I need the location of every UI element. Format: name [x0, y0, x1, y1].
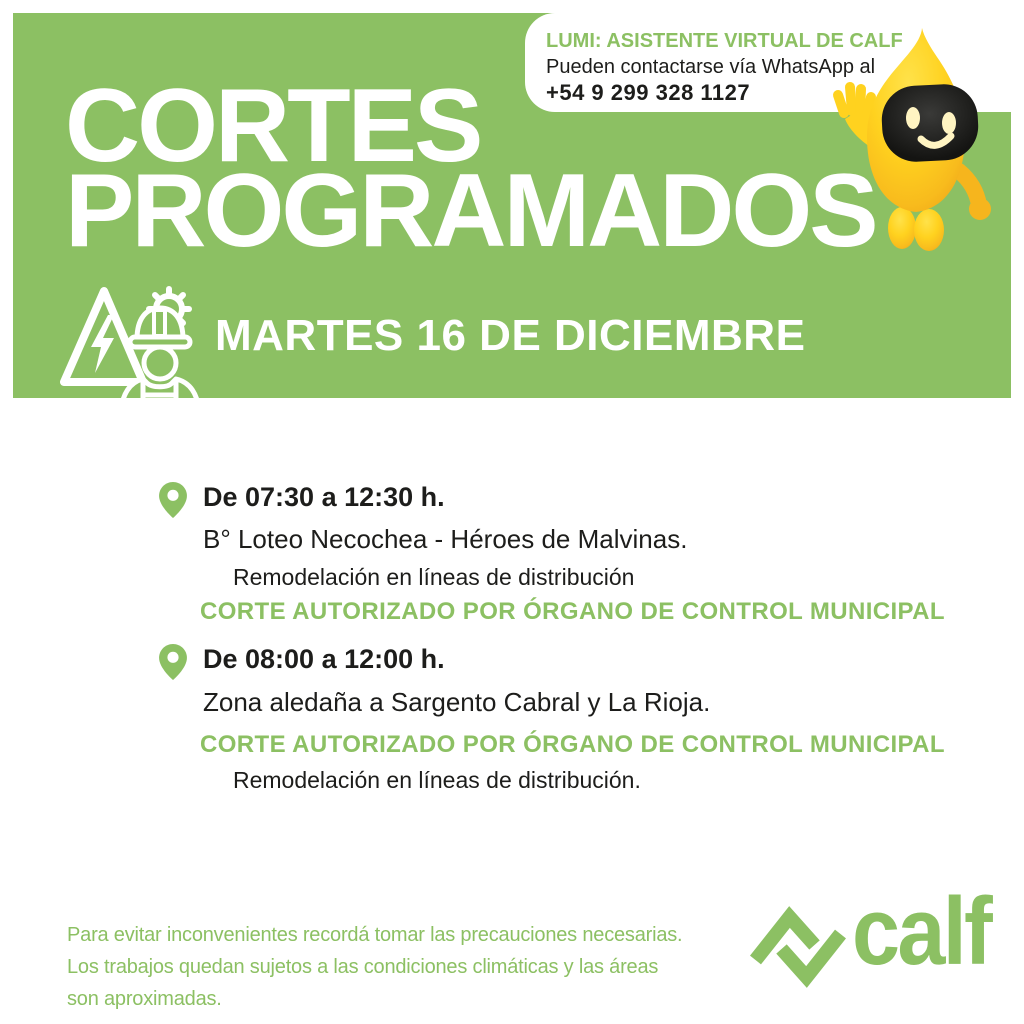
outage-1-detail: Remodelación en líneas de distribución [233, 564, 635, 590]
outage-2-area: Zona aledaña a Sargento Cabral y La Rioja. [203, 687, 711, 717]
disclaimer-line-2: Los trabajos quedan sujetos a las condiciones climáticas y las áreas [67, 956, 659, 978]
title-line-2: PROGRAMADOS [65, 153, 876, 269]
calf-logo-wordmark: calf [852, 878, 991, 985]
lumi-mascot-icon [825, 25, 1005, 255]
outage-1-time: De 07:30 a 12:30 h. [203, 482, 445, 512]
outage-2-time: De 08:00 a 12:00 h. [203, 644, 445, 674]
outage-2-authorization: CORTE AUTORIZADO POR ÓRGANO DE CONTROL MUNICIPAL [200, 731, 945, 758]
outage-1-area: B° Loteo Necochea - Héroes de Malvinas. [203, 524, 688, 554]
location-pin-icon [159, 644, 187, 680]
electrical-work-warning-icon [50, 281, 205, 398]
location-pin-icon [159, 482, 187, 518]
calf-logo-icon [745, 902, 851, 992]
disclaimer-line-1: Para evitar inconvenientes recordá tomar las precauciones necesarias. [67, 924, 683, 946]
assistant-subtitle: Pueden contactarse vía WhatsApp al [546, 56, 876, 78]
disclaimer-line-3: son aproximadas. [67, 988, 222, 1010]
assistant-title: LUMI: ASISTENTE VIRTUAL DE CALF [546, 30, 903, 52]
outage-date: MARTES 16 DE DICIEMBRE [215, 311, 806, 360]
disclaimer-text [67, 919, 682, 1015]
header-banner [13, 13, 1011, 398]
assistant-phone-number: +54 9 299 328 1127 [546, 80, 751, 105]
outage-1-authorization: CORTE AUTORIZADO POR ÓRGANO DE CONTROL MUNICIPAL [200, 598, 945, 625]
title-line-1: CORTES [65, 68, 481, 184]
outage-2-detail: Remodelación en líneas de distribución. [233, 767, 641, 793]
